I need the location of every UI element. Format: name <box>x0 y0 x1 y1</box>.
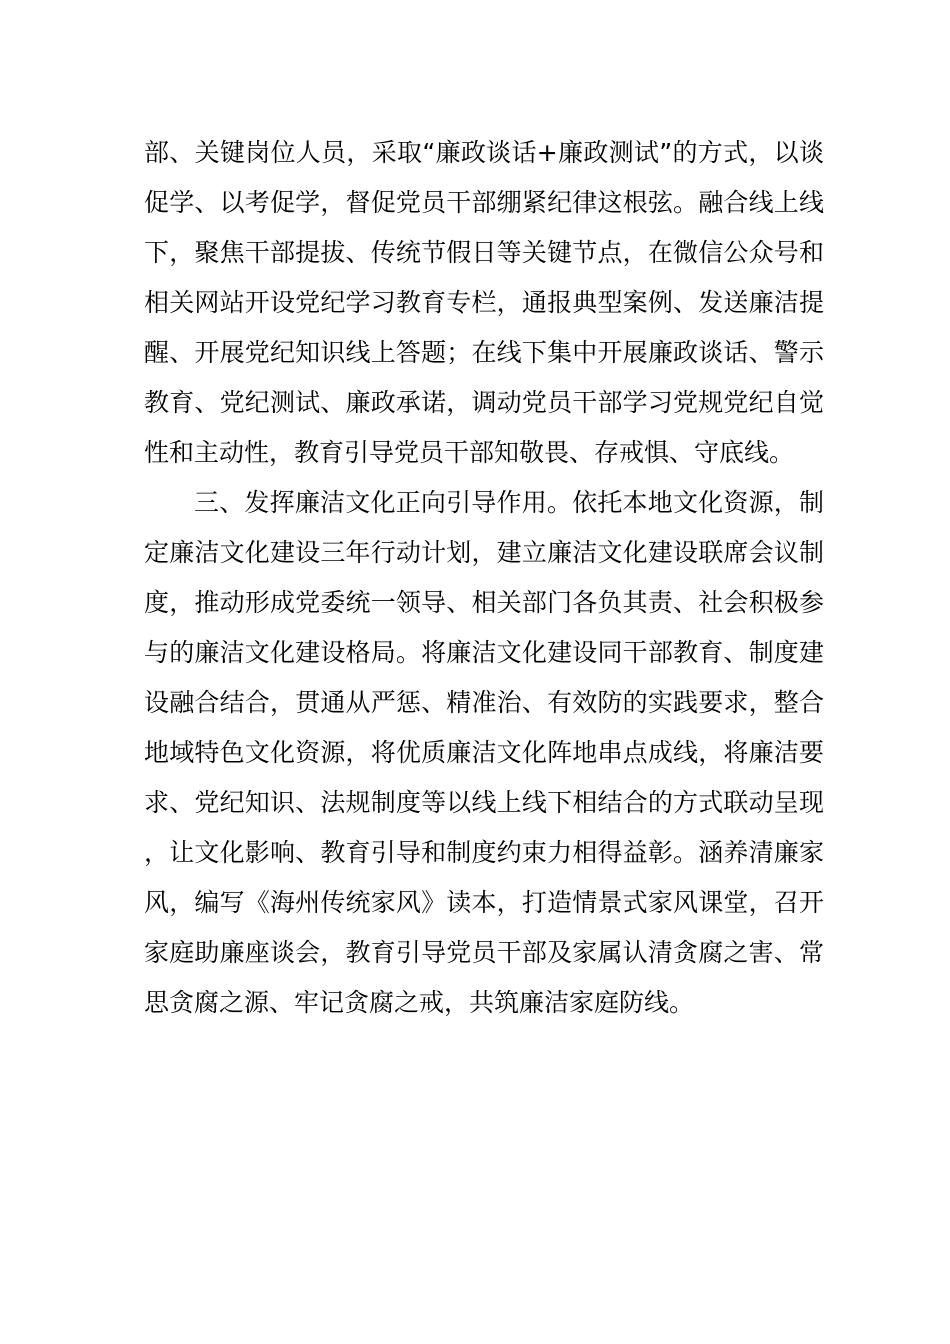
paragraph-continuation: 部、关键岗位人员，采取“廉政谈话+廉政测试”的方式，以谈促学、以考促学，督促党员干部绷紧纪律这根弦。融合线上线下，聚焦干部提拔、传统节假日等关键节点，在微信公众号和相关网站开设党纪学习教育专栏，通报典型案例、发送廉洁提醒、开展党纪知识线上答题；在线下集中开展廉政谈话、警示教育、党纪测试、廉政承诺，调动党员干部学习党规党纪自觉性和主动性，教育引导党员干部知敬畏、存戒惧、守底线。 <box>144 138 824 467</box>
body-text <box>144 128 824 1028</box>
paragraph-section-three: 三、发挥廉洁文化正向引导作用。依托本地文化资源，制定廉洁文化建设三年行动计划，建立廉洁文化建设联席会议制度，推动形成党委统一领导、相关部门各负其责、社会积极参与的廉洁文化建设格局。将廉洁文化建设同干部教育、制度建设融合结合，贯通从严惩、精准治、有效防的实践要求，整合地域特色文化资源，将优质廉洁文化阵地串点成线，将廉洁要求、党纪知识、法规制度等以线上线下相结合的方式联动呈现，让文化影响、教育引导和制度约束力相得益彰。涵养清廉家风，编写《海州传统家风》读本，打造情景式家风课堂，召开家庭助廉座谈会，教育引导党员干部及家属认清贪腐之害、常思贪腐之源、牢记贪腐之戒，共筑廉洁家庭防线。 <box>144 488 824 1017</box>
